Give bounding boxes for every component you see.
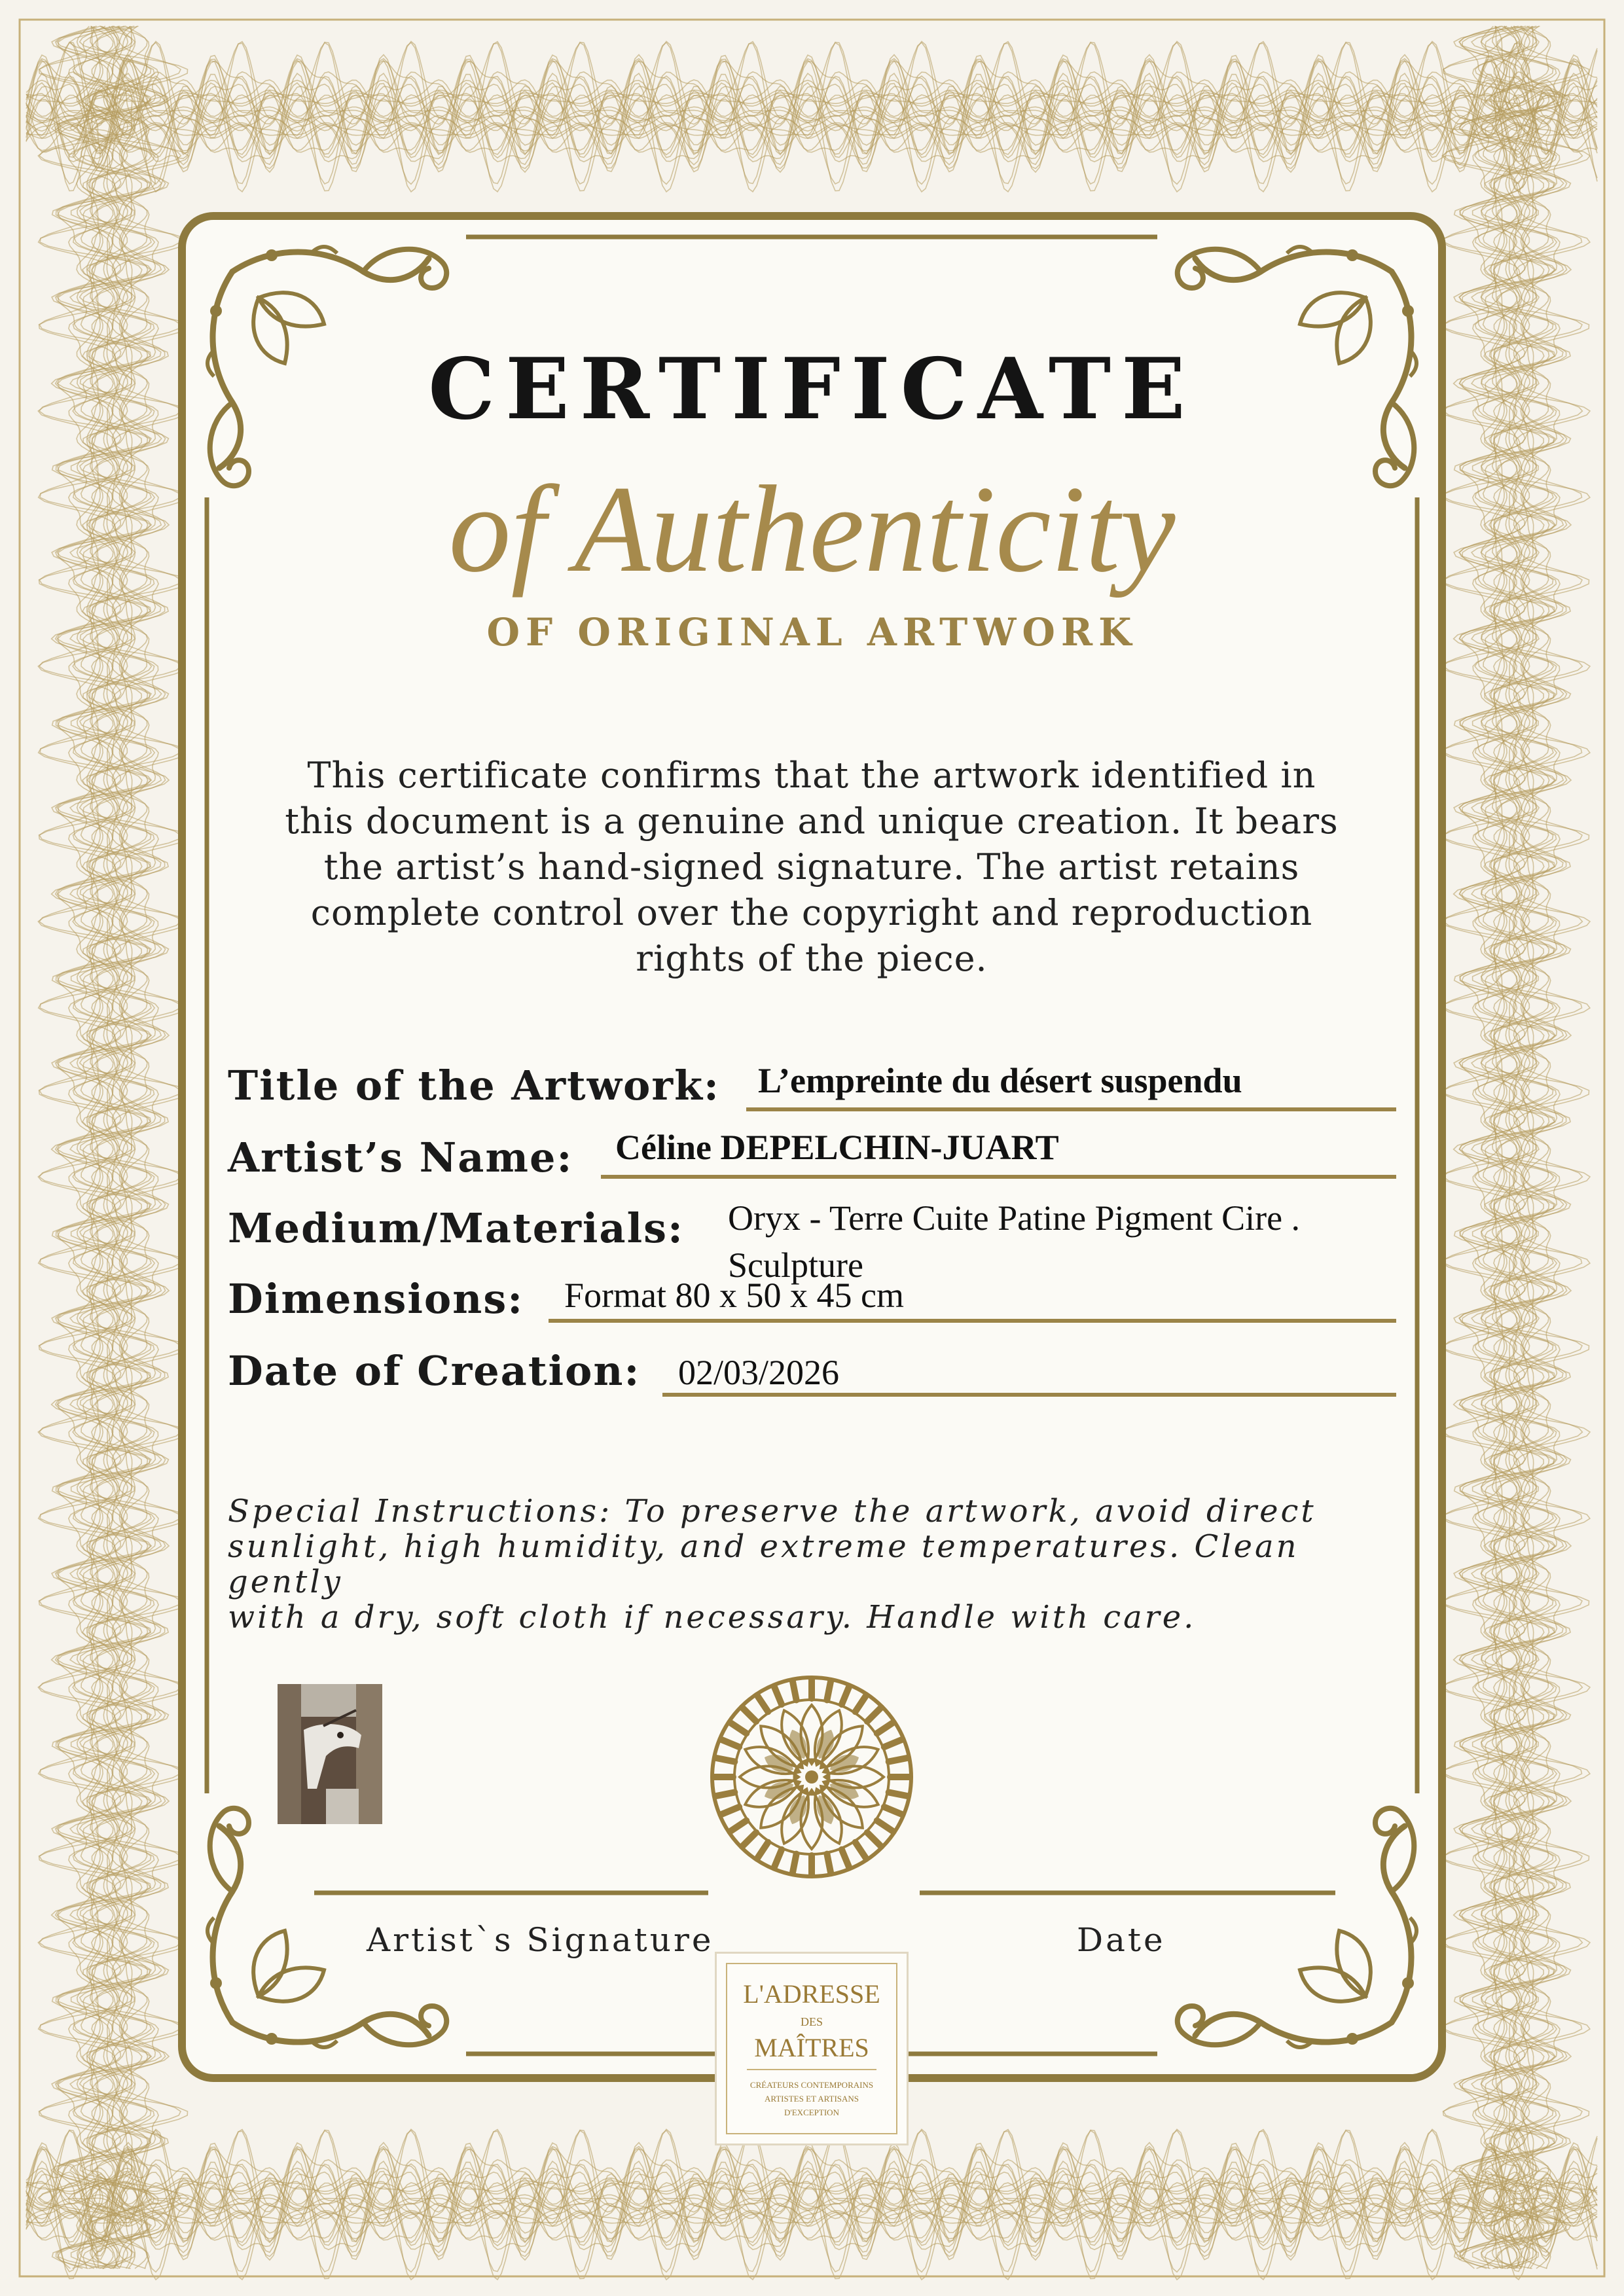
intro-line: This certificate confirms that the artwork identified in	[307, 755, 1316, 796]
date-creation-value: 02/03/2026	[678, 1353, 840, 1392]
artist-underline	[601, 1175, 1396, 1179]
logo-tagline3: D'EXCEPTION	[784, 2108, 839, 2117]
logo-tagline	[727, 2078, 896, 2119]
logo-tagline1: CRÉATEURS CONTEMPORAINS	[749, 2080, 874, 2090]
instructions-line: sunlight, high humidity, and extreme temperatures. Clean gently	[228, 1528, 1299, 1600]
artwork-photo	[278, 1684, 382, 1824]
logo-line2: DES	[800, 2015, 823, 2028]
instructions-line: Special Instructions: To preserve the artwork, avoid direct	[228, 1493, 1316, 1530]
logo-line1: L'ADRESSE	[743, 1979, 880, 2009]
date-label: Date	[1077, 1921, 1166, 1959]
medium-value-line1: Oryx - Terre Cuite Patine Pigment Cire .	[728, 1198, 1301, 1238]
title-label: Title of the Artwork:	[228, 1062, 720, 1109]
dimensions-underline	[549, 1319, 1396, 1323]
logo-line3: MAÎTRES	[754, 2033, 869, 2062]
certificate-title: CERTIFICATE	[428, 340, 1196, 439]
artist-value: Céline DEPELCHIN-JUART	[615, 1128, 1059, 1167]
date-creation-underline	[662, 1393, 1396, 1397]
certificate-subtitle-script: of Authenticity	[448, 461, 1176, 598]
intro-line: rights of the piece.	[636, 938, 988, 979]
certificate-subtitle: OF ORIGINAL ARTWORK	[486, 610, 1138, 655]
date-creation-label: Date of Creation:	[228, 1347, 641, 1395]
logo-tagline2: ARTISTES ET ARTISANS	[764, 2094, 859, 2104]
signature-label: Artist`s Signature	[367, 1921, 714, 1959]
logo-divider	[747, 2069, 876, 2070]
instructions-line: with a dry, soft cloth if necessary. Handle with care.	[228, 1599, 1197, 1636]
artist-label: Artist’s Name:	[228, 1134, 573, 1181]
special-instructions	[228, 1494, 1399, 1635]
intro-line: complete control over the copyright and reproduction	[310, 892, 1313, 933]
medium-label: Medium/Materials:	[228, 1204, 684, 1252]
title-value: L’empreinte du désert suspendu	[758, 1061, 1242, 1100]
intro-line: the artist’s hand-signed signature. The artist retains	[323, 846, 1300, 888]
intro-paragraph	[216, 753, 1407, 982]
title-underline	[746, 1107, 1396, 1111]
intro-line: this document is a genuine and unique creation. It bears	[285, 800, 1339, 842]
dimensions-label: Dimensions:	[228, 1275, 524, 1323]
medium-value-line2: Sculpture	[728, 1246, 863, 1285]
artwork-photo-icon	[278, 1684, 382, 1824]
brand-logo	[715, 1952, 909, 2145]
logo-frame	[726, 1963, 897, 2134]
dimensions-value: Format 80 x 50 x 45 cm	[564, 1276, 904, 1315]
